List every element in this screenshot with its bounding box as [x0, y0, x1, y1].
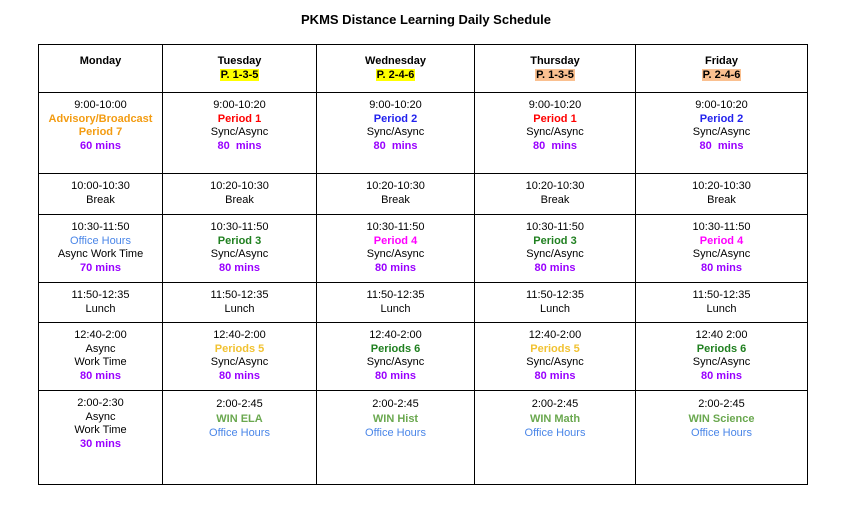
activity-label: Periods 6	[696, 342, 747, 355]
day-name: Monday	[79, 55, 122, 67]
schedule-cell	[163, 93, 317, 174]
day-header-monday	[39, 45, 163, 93]
activity-label: Async	[85, 410, 116, 423]
duration: 80 mins	[375, 369, 416, 382]
schedule-cell	[636, 174, 808, 215]
duration: 80 mins	[375, 261, 416, 274]
time-range: 10:20-10:30	[692, 180, 751, 192]
time-range: 10:20-10:30	[525, 180, 585, 192]
activity-label: Period 3	[533, 234, 577, 247]
activity-label: Period 3	[217, 234, 262, 247]
time-range: 12:40-2:00	[213, 329, 266, 341]
activity-label: Office Hours	[70, 234, 131, 247]
time-range: 12:40-2:00	[528, 329, 582, 341]
table-row	[39, 323, 808, 391]
schedule-table	[38, 44, 808, 485]
period-rotation-badge: P. 1-3-5	[220, 68, 259, 81]
schedule-cell	[39, 174, 163, 215]
table-row	[39, 174, 808, 215]
schedule-cell	[475, 174, 636, 215]
activity-label: Periods 5	[214, 342, 265, 355]
time-range: 11:50-12:35	[366, 289, 425, 301]
activity-label: Lunch	[540, 302, 570, 315]
time-range: 10:20-10:30	[366, 180, 425, 192]
activity-sub: Sync/Async	[692, 248, 751, 260]
activity-sub: Sync/Async	[366, 248, 425, 260]
activity-label: Lunch	[706, 302, 737, 315]
duration: 80 mins	[534, 369, 576, 382]
activity-label: WIN Math	[529, 412, 581, 425]
day-header-wednesday	[317, 45, 475, 93]
schedule-cell	[163, 283, 317, 323]
schedule-cell	[636, 323, 808, 391]
activity-label: Break	[707, 193, 736, 206]
duration: 80 mins	[219, 369, 260, 382]
day-header-thursday	[475, 45, 636, 93]
schedule-cell	[636, 283, 808, 323]
activity-label: Periods 5	[530, 342, 580, 355]
time-range: 10:00-10:30	[71, 180, 130, 192]
activity-sub: Office Hours	[209, 427, 270, 439]
schedule-cell	[317, 174, 475, 215]
activity-label: Period 4	[699, 234, 744, 247]
activity-sub: Sync/Async	[210, 126, 269, 138]
activity-sub: Office Hours	[524, 427, 586, 439]
time-range: 10:20-10:30	[210, 180, 269, 192]
activity-label: Break	[381, 193, 410, 206]
duration: 80 mins	[532, 139, 578, 152]
time-range: 9:00-10:20	[528, 99, 582, 111]
header-row	[39, 45, 808, 93]
schedule-cell	[317, 283, 475, 323]
schedule-cell	[163, 323, 317, 391]
activity-sub: Sync/Async	[210, 248, 269, 260]
activity-sub: Period 7	[78, 126, 123, 138]
duration: 80 mins	[80, 369, 121, 382]
day-header-tuesday	[163, 45, 317, 93]
activity-sub: Sync/Async	[526, 248, 584, 260]
time-range: 11:50-12:35	[526, 289, 584, 301]
time-range: 2:00-2:45	[216, 398, 263, 410]
time-range: 9:00-10:20	[213, 99, 266, 111]
schedule-cell	[475, 391, 636, 485]
day-header-friday	[636, 45, 808, 93]
activity-label: Async	[85, 342, 116, 355]
time-range: 10:30-11:50	[210, 221, 269, 233]
table-row	[39, 391, 808, 485]
time-range: 2:00-2:45	[372, 398, 419, 410]
page-title: PKMS Distance Learning Daily Schedule	[301, 12, 551, 27]
activity-label: WIN Hist	[372, 412, 419, 425]
time-range: 2:00-2:45	[698, 398, 745, 410]
duration: 30 mins	[80, 437, 121, 450]
duration: 80 mins	[217, 139, 262, 152]
table-row	[39, 283, 808, 323]
schedule-cell	[317, 391, 475, 485]
schedule-cell	[39, 93, 163, 174]
duration: 80 mins	[219, 261, 260, 274]
day-name: Tuesday	[217, 55, 262, 67]
day-name: Wednesday	[365, 55, 426, 67]
period-rotation-badge: P. 2-4-6	[702, 68, 741, 81]
time-range: 10:30-11:50	[366, 221, 425, 233]
activity-label: Periods 6	[370, 342, 421, 355]
activity-label: Lunch	[85, 302, 116, 315]
schedule-cell	[163, 391, 317, 485]
duration: 80 mins	[701, 261, 742, 274]
duration: 80 mins	[534, 261, 576, 274]
activity-sub: Sync/Async	[366, 126, 425, 138]
schedule-cell	[475, 323, 636, 391]
time-range: 9:00-10:20	[369, 99, 422, 111]
time-range: 10:30-11:50	[526, 221, 584, 233]
time-range: 9:00-10:00	[74, 99, 127, 111]
activity-label: Period 1	[217, 112, 262, 125]
schedule-cell	[39, 283, 163, 323]
activity-label: WIN ELA	[216, 412, 263, 425]
time-range: 11:50-12:35	[692, 289, 751, 301]
schedule-cell	[636, 391, 808, 485]
activity-sub: Office Hours	[691, 427, 752, 439]
activity-label: Period 2	[699, 112, 744, 125]
schedule-cell	[39, 215, 163, 283]
table-row	[39, 93, 808, 174]
duration: 80 mins	[699, 139, 744, 152]
activity-label: Break	[540, 193, 570, 206]
activity-sub: Sync/Async	[210, 356, 269, 368]
period-rotation-badge: P. 2-4-6	[376, 68, 415, 81]
activity-sub: Work Time	[74, 424, 127, 436]
activity-label: Period 2	[373, 112, 418, 125]
table-row	[39, 215, 808, 283]
day-name: Thursday	[530, 55, 580, 67]
schedule-cell	[475, 93, 636, 174]
activity-label: Period 1	[533, 112, 577, 125]
time-range: 9:00-10:20	[695, 99, 748, 111]
activity-sub: Office Hours	[365, 427, 426, 439]
time-range: 12:40-2:00	[74, 329, 127, 341]
schedule-cell	[636, 215, 808, 283]
activity-label: Period 4	[373, 234, 418, 247]
duration: 70 mins	[80, 261, 121, 274]
time-range: 2:00-2:30	[77, 397, 124, 409]
time-range: 12:40-2:00	[369, 329, 422, 341]
period-rotation-badge: P. 1-3-5	[536, 68, 574, 81]
activity-label: Lunch	[224, 302, 255, 315]
time-range: 12:40 2:00	[695, 329, 748, 341]
duration: 80 mins	[373, 139, 418, 152]
duration: 80 mins	[701, 369, 742, 382]
schedule-cell	[39, 391, 163, 485]
time-range: 10:30-11:50	[692, 221, 751, 233]
duration: 60 mins	[80, 139, 121, 152]
schedule-cell	[317, 323, 475, 391]
schedule-cell	[636, 93, 808, 174]
time-range: 10:30-11:50	[71, 221, 130, 233]
activity-label: Advisory/Broadcast	[48, 112, 153, 125]
activity-sub: Sync/Async	[692, 356, 751, 368]
activity-sub: Work Time	[74, 356, 127, 368]
activity-sub: Sync/Async	[526, 356, 584, 368]
schedule-cell	[317, 215, 475, 283]
activity-sub: Sync/Async	[366, 356, 425, 368]
time-range: 11:50-12:35	[71, 289, 130, 301]
activity-label: Lunch	[380, 302, 411, 315]
time-range: 11:50-12:35	[210, 289, 269, 301]
activity-label: Break	[225, 193, 254, 206]
activity-sub: Async Work Time	[57, 248, 144, 260]
day-name: Friday	[704, 55, 738, 67]
schedule-cell	[475, 283, 636, 323]
activity-label: Break	[86, 193, 115, 206]
schedule-cell	[163, 215, 317, 283]
schedule-cell	[163, 174, 317, 215]
activity-sub: Sync/Async	[526, 126, 584, 138]
schedule-cell	[317, 93, 475, 174]
activity-sub: Sync/Async	[692, 126, 751, 138]
schedule-cell	[39, 323, 163, 391]
schedule-cell	[475, 215, 636, 283]
activity-label: WIN Science	[688, 412, 755, 425]
time-range: 2:00-2:45	[531, 398, 579, 410]
